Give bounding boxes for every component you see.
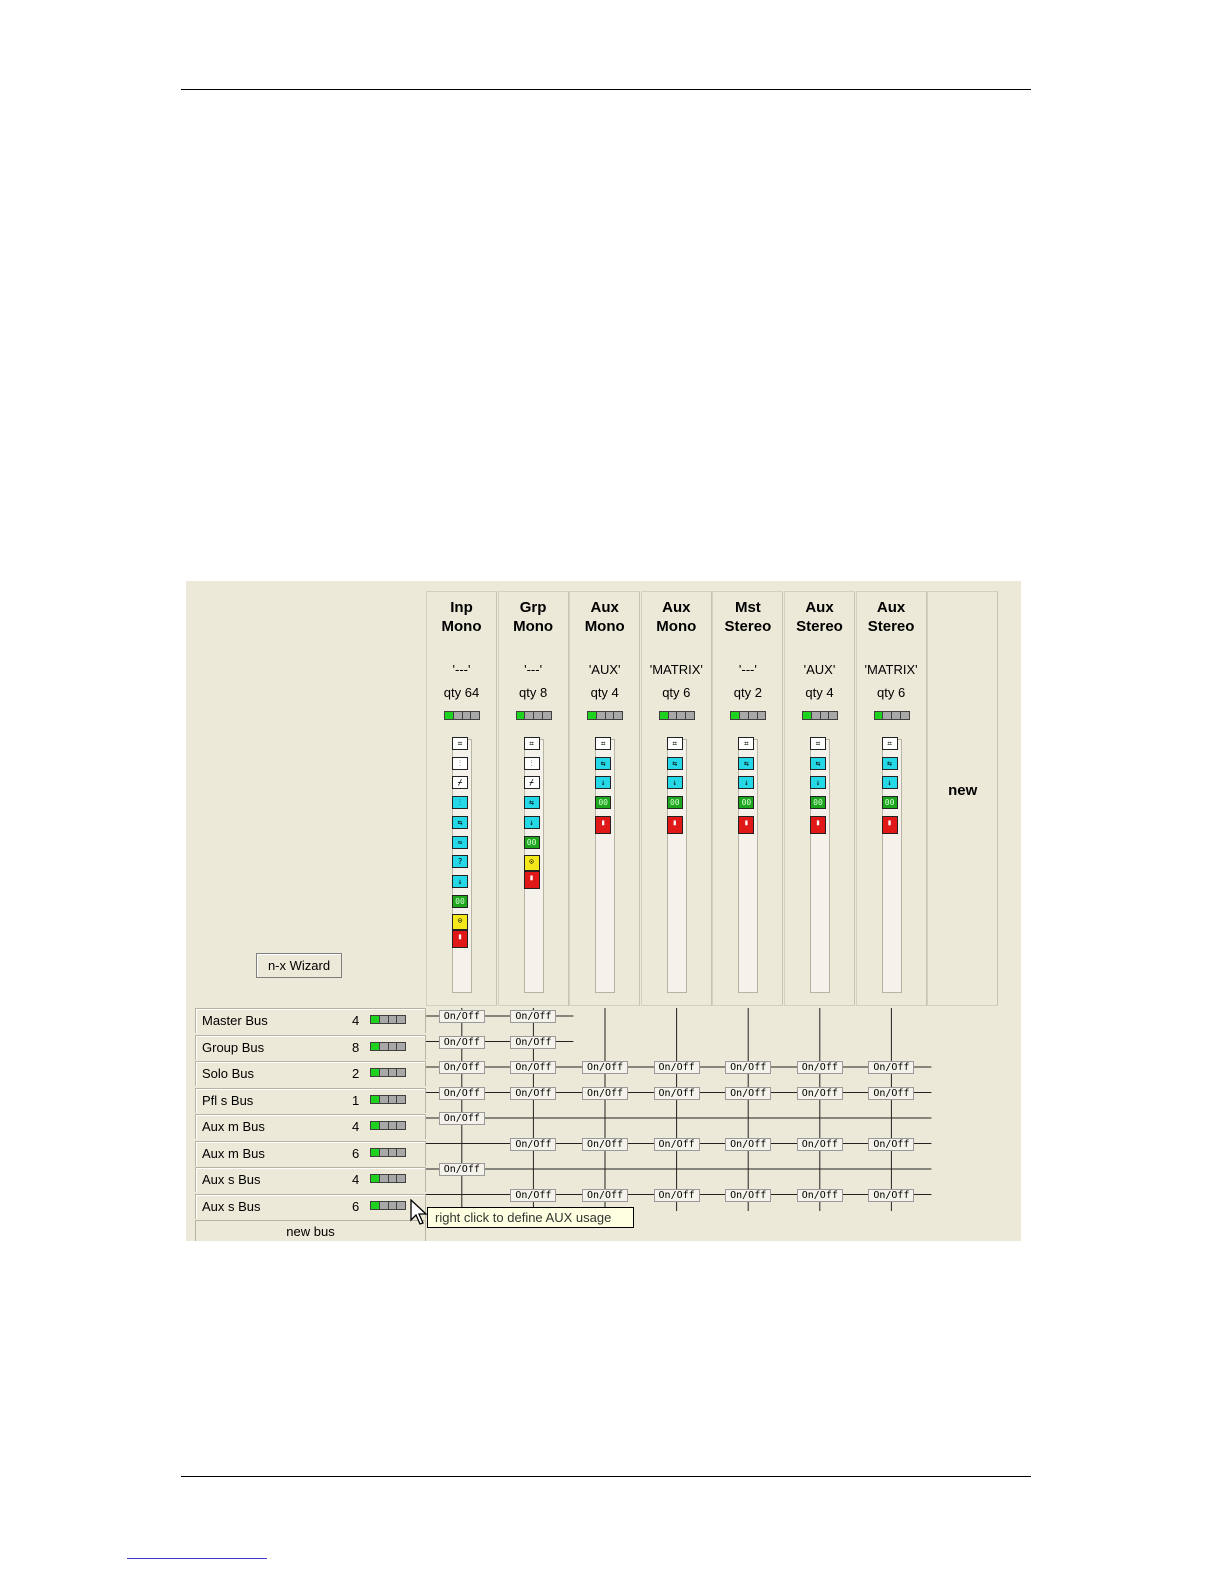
meter-segment: [901, 712, 909, 719]
onoff-switch[interactable]: On/Off: [439, 1163, 485, 1176]
onoff-switch[interactable]: On/Off: [654, 1138, 700, 1151]
meter-segment: [380, 1043, 389, 1050]
module-dsp-icon[interactable]: ⇆: [452, 816, 468, 829]
strip-title-line1: Aux: [662, 599, 691, 616]
new-strip-label: new: [948, 782, 978, 799]
page-footer-rule: [181, 1476, 1031, 1477]
meter-segment: [380, 1069, 389, 1076]
new-bus-button[interactable]: new bus: [195, 1220, 426, 1241]
onoff-switch[interactable]: On/Off: [582, 1138, 628, 1151]
strip-meter: [659, 711, 695, 720]
strip-meter: [516, 711, 552, 720]
onoff-switch[interactable]: On/Off: [439, 1112, 485, 1125]
meter-segment: [389, 1122, 398, 1129]
meter-segment: [803, 712, 812, 719]
onoff-switch[interactable]: On/Off: [582, 1061, 628, 1074]
module-dsp-icon[interactable]: ↓: [452, 875, 468, 888]
module-dsp-icon[interactable]: ⇆: [738, 757, 754, 770]
module-dsp-icon[interactable]: ⇆: [810, 757, 826, 770]
strip-title: [427, 598, 496, 636]
strip-column[interactable]: [856, 591, 927, 1006]
strip-meter: [587, 711, 623, 720]
strip-meter: [802, 711, 838, 720]
bus-list: [195, 1008, 426, 1241]
bus-name: Group Bus: [202, 1039, 265, 1055]
strip-title-line1: Grp: [519, 599, 547, 616]
strip-title-line1: Aux: [805, 599, 834, 616]
onoff-switch[interactable]: On/Off: [582, 1087, 628, 1100]
onoff-switch[interactable]: On/Off: [868, 1138, 914, 1151]
meter-segment: [380, 1122, 389, 1129]
bus-count: 6: [352, 1198, 360, 1214]
strip-title: [857, 598, 926, 636]
strip-title-line1: Aux: [876, 599, 906, 616]
strip-qty: qty 2: [733, 685, 762, 700]
strip-column[interactable]: [498, 591, 569, 1006]
module-block-icon[interactable]: ⌗: [810, 737, 826, 750]
onoff-switch[interactable]: On/Off: [654, 1189, 700, 1202]
meter-segment: [660, 712, 669, 719]
meter-segment: [389, 1175, 398, 1182]
meter-segment: [677, 712, 686, 719]
module-dsp-icon[interactable]: ↓: [667, 776, 683, 789]
onoff-switch[interactable]: On/Off: [725, 1087, 771, 1100]
strip-qty: qty 8: [519, 685, 548, 700]
onoff-switch[interactable]: On/Off: [510, 1061, 556, 1074]
bus-row[interactable]: [195, 1141, 426, 1166]
meter-segment: [371, 1175, 380, 1182]
module-block-icon[interactable]: ⫶: [524, 757, 540, 770]
nx-wizard-button[interactable]: n-x Wizard: [256, 953, 342, 978]
strip-meter: [874, 711, 910, 720]
bus-count: 4: [352, 1119, 360, 1134]
onoff-switch[interactable]: On/Off: [582, 1189, 628, 1202]
onoff-switch[interactable]: On/Off: [439, 1087, 485, 1100]
meter-segment: [517, 712, 526, 719]
bus-meter: [370, 1121, 406, 1130]
strip-title-line2: Stereo: [724, 618, 772, 635]
bus-row[interactable]: [195, 1035, 426, 1060]
meter-segment: [371, 1043, 380, 1050]
strip-qty: qty 6: [877, 685, 906, 700]
bus-name: Aux s Bus: [202, 1198, 261, 1214]
strip-title-line2: Mono: [584, 618, 625, 635]
onoff-switch[interactable]: On/Off: [725, 1138, 771, 1151]
module-meter-icon[interactable]: 00: [882, 796, 898, 809]
bus-row[interactable]: [195, 1088, 426, 1113]
module-fader-icon[interactable]: ▮: [738, 816, 754, 834]
meter-segment: [397, 1122, 405, 1129]
meter-segment: [875, 712, 884, 719]
bus-meter: [370, 1148, 406, 1157]
module-dsp-icon[interactable]: ↓: [882, 776, 898, 789]
meter-segment: [543, 712, 551, 719]
meter-segment: [371, 1069, 380, 1076]
bus-count: 6: [352, 1145, 360, 1161]
meter-segment: [445, 712, 454, 719]
module-block-icon[interactable]: ⫶: [452, 757, 468, 770]
strip-title-line2: Mono: [513, 618, 554, 635]
bus-row[interactable]: [195, 1114, 426, 1139]
strip-qty: qty 4: [805, 685, 834, 700]
meter-segment: [371, 1122, 380, 1129]
strip-column[interactable]: [712, 591, 783, 1006]
meter-segment: [371, 1202, 380, 1209]
onoff-switch[interactable]: On/Off: [797, 1087, 843, 1100]
module-block-icon[interactable]: ⌗: [524, 737, 540, 750]
module-dsp-icon[interactable]: ↓: [595, 776, 611, 789]
meter-segment: [454, 712, 463, 719]
strip-type: '---': [738, 662, 757, 677]
onoff-switch[interactable]: On/Off: [439, 1010, 485, 1023]
meter-segment: [397, 1202, 405, 1209]
meter-segment: [397, 1175, 405, 1182]
strip-meter: [730, 711, 766, 720]
strip-title: [642, 598, 711, 636]
bus-meter: [370, 1068, 406, 1077]
module-meter-icon[interactable]: 00: [810, 796, 826, 809]
bus-name: Solo Bus: [202, 1066, 255, 1081]
onoff-switch[interactable]: On/Off: [868, 1061, 914, 1074]
bus-count: 4: [352, 1013, 360, 1028]
strip-column[interactable]: [641, 591, 712, 1006]
meter-segment: [597, 712, 606, 719]
bus-meter: [370, 1201, 406, 1210]
bus-count: 4: [352, 1172, 360, 1187]
meter-segment: [380, 1175, 389, 1182]
meter-segment: [821, 712, 830, 719]
meter-segment: [892, 712, 901, 719]
module-meter-icon[interactable]: 00: [452, 895, 468, 908]
meter-segment: [471, 712, 479, 719]
strip-title-line2: Mono: [656, 618, 697, 635]
onoff-switch[interactable]: On/Off: [725, 1189, 771, 1202]
module-dsp-icon[interactable]: ⇆: [667, 757, 683, 770]
bus-meter: [370, 1015, 406, 1024]
meter-segment: [812, 712, 821, 719]
meter-segment: [463, 712, 472, 719]
onoff-switch[interactable]: On/Off: [510, 1087, 556, 1100]
meter-segment: [883, 712, 892, 719]
strip-qty: qty 64: [443, 685, 480, 700]
module-dsp-icon[interactable]: ⇆: [882, 757, 898, 770]
page-header-rule: [181, 89, 1031, 90]
onoff-switch[interactable]: On/Off: [510, 1138, 556, 1151]
meter-segment: [525, 712, 534, 719]
bus-meter: [370, 1095, 406, 1104]
onoff-switch[interactable]: On/Off: [797, 1061, 843, 1074]
module-fader-icon[interactable]: ▮: [882, 816, 898, 834]
meter-segment: [371, 1096, 380, 1103]
module-block-icon[interactable]: ⌗: [882, 737, 898, 750]
meter-segment: [758, 712, 766, 719]
bus-name: Pfl s Bus: [202, 1092, 254, 1108]
meter-segment: [686, 712, 694, 719]
strip-column[interactable]: [784, 591, 855, 1006]
new-strip-column[interactable]: [927, 591, 998, 1006]
module-dsp-icon[interactable]: ↓: [524, 816, 540, 829]
onoff-switch[interactable]: On/Off: [797, 1138, 843, 1151]
meter-segment: [669, 712, 678, 719]
bus-name: Aux m Bus: [202, 1145, 265, 1161]
module-dynamics-icon[interactable]: ⊙: [524, 855, 540, 871]
module-fader-icon[interactable]: ▮: [452, 930, 468, 948]
meter-segment: [380, 1202, 389, 1209]
onoff-switch[interactable]: On/Off: [654, 1061, 700, 1074]
bus-name: Master Bus: [202, 1013, 268, 1028]
module-fader-icon[interactable]: ▮: [667, 816, 683, 834]
strip-type: 'MATRIX': [649, 662, 703, 677]
meter-segment: [534, 712, 543, 719]
footer-link-underline: [127, 1558, 267, 1559]
strip-qty: qty 6: [662, 685, 691, 700]
meter-segment: [371, 1016, 380, 1023]
meter-segment: [380, 1149, 389, 1156]
meter-segment: [389, 1149, 398, 1156]
meter-segment: [397, 1043, 405, 1050]
onoff-switch[interactable]: On/Off: [797, 1189, 843, 1202]
bus-name: Aux m Bus: [202, 1119, 265, 1134]
meter-segment: [389, 1043, 398, 1050]
bus-row[interactable]: [195, 1167, 426, 1192]
module-meter-icon[interactable]: 00: [667, 796, 683, 809]
strip-title-line1: Aux: [590, 599, 619, 616]
strip-title: [499, 598, 568, 636]
mouse-pointer-icon: [410, 1199, 430, 1225]
module-dynamics-icon[interactable]: ⊙: [452, 914, 468, 930]
bus-row[interactable]: [195, 1008, 426, 1033]
strip-title-line1: Inp: [450, 599, 473, 616]
module-block-icon[interactable]: ⌗: [595, 737, 611, 750]
onoff-switch[interactable]: On/Off: [868, 1189, 914, 1202]
bus-row[interactable]: [195, 1061, 426, 1086]
meter-segment: [380, 1096, 389, 1103]
meter-segment: [397, 1096, 405, 1103]
meter-segment: [749, 712, 758, 719]
strip-type: 'AUX': [803, 662, 836, 677]
module-block-icon[interactable]: ⌗: [452, 737, 468, 750]
meter-segment: [397, 1149, 405, 1156]
bus-meter: [370, 1042, 406, 1051]
strip-title-line2: Stereo: [867, 618, 915, 635]
bus-count: 2: [352, 1066, 360, 1081]
module-block-icon[interactable]: ⌿: [452, 776, 468, 789]
onoff-switch[interactable]: On/Off: [868, 1087, 914, 1100]
module-fader-icon[interactable]: ▮: [524, 871, 540, 889]
module-block-icon[interactable]: ⌿: [524, 776, 540, 789]
module-dsp-icon[interactable]: ?: [452, 855, 468, 868]
meter-segment: [397, 1016, 405, 1023]
strip-type: 'AUX': [588, 662, 621, 677]
bus-name: Aux s Bus: [202, 1172, 261, 1187]
module-dsp-icon[interactable]: ⇆: [595, 757, 611, 770]
meter-segment: [380, 1016, 389, 1023]
meter-segment: [389, 1096, 398, 1103]
meter-segment: [740, 712, 749, 719]
strip-column[interactable]: [426, 591, 497, 1006]
module-dsp-icon[interactable]: ⇆: [524, 796, 540, 809]
meter-segment: [588, 712, 597, 719]
meter-segment: [397, 1069, 405, 1076]
strip-type: '---': [452, 662, 471, 677]
strip-title: [570, 598, 639, 636]
module-fader-icon[interactable]: ▮: [595, 816, 611, 834]
strip-type: '---': [524, 662, 543, 677]
bus-meter: [370, 1174, 406, 1183]
strip-qty: qty 4: [590, 685, 619, 700]
meter-segment: [731, 712, 740, 719]
strip-column[interactable]: [569, 591, 640, 1006]
onoff-switch[interactable]: On/Off: [439, 1036, 485, 1049]
aux-usage-tooltip: right click to define AUX usage: [427, 1207, 634, 1228]
module-block-icon[interactable]: ⌗: [667, 737, 683, 750]
strip-title: [785, 598, 854, 636]
meter-segment: [389, 1202, 398, 1209]
onoff-switch[interactable]: On/Off: [654, 1087, 700, 1100]
onoff-switch[interactable]: On/Off: [510, 1189, 556, 1202]
meter-segment: [389, 1069, 398, 1076]
module-meter-icon[interactable]: 00: [595, 796, 611, 809]
meter-segment: [389, 1016, 398, 1023]
module-dsp-icon[interactable]: ↓: [738, 776, 754, 789]
onoff-switch[interactable]: On/Off: [510, 1010, 556, 1023]
module-fader-icon[interactable]: ▮: [810, 816, 826, 834]
bus-row[interactable]: [195, 1194, 426, 1219]
strip-meter: [444, 711, 480, 720]
module-dsp-icon[interactable]: ↓: [810, 776, 826, 789]
strip-type: 'MATRIX': [864, 662, 918, 677]
module-dsp-icon[interactable]: ≈: [452, 836, 468, 849]
strip-title-line2: Stereo: [796, 618, 843, 635]
onoff-switch[interactable]: On/Off: [510, 1036, 556, 1049]
bus-count: 8: [352, 1039, 360, 1055]
meter-segment: [829, 712, 837, 719]
meter-segment: [606, 712, 615, 719]
meter-segment: [371, 1149, 380, 1156]
meter-segment: [614, 712, 622, 719]
onoff-switch[interactable]: On/Off: [439, 1061, 485, 1074]
module-block-icon[interactable]: ⌗: [738, 737, 754, 750]
module-meter-icon[interactable]: 00: [524, 836, 540, 849]
bus-count: 1: [352, 1092, 360, 1108]
strip-title-line1: Mst: [734, 599, 761, 616]
routing-config-panel: [186, 581, 1021, 1241]
module-meter-icon[interactable]: 00: [738, 796, 754, 809]
module-dsp-icon[interactable]: ⫶: [452, 796, 468, 809]
onoff-switch[interactable]: On/Off: [725, 1061, 771, 1074]
strip-title-line2: Mono: [441, 618, 482, 635]
routing-matrix: [426, 1008, 946, 1218]
strip-title: [713, 598, 782, 636]
